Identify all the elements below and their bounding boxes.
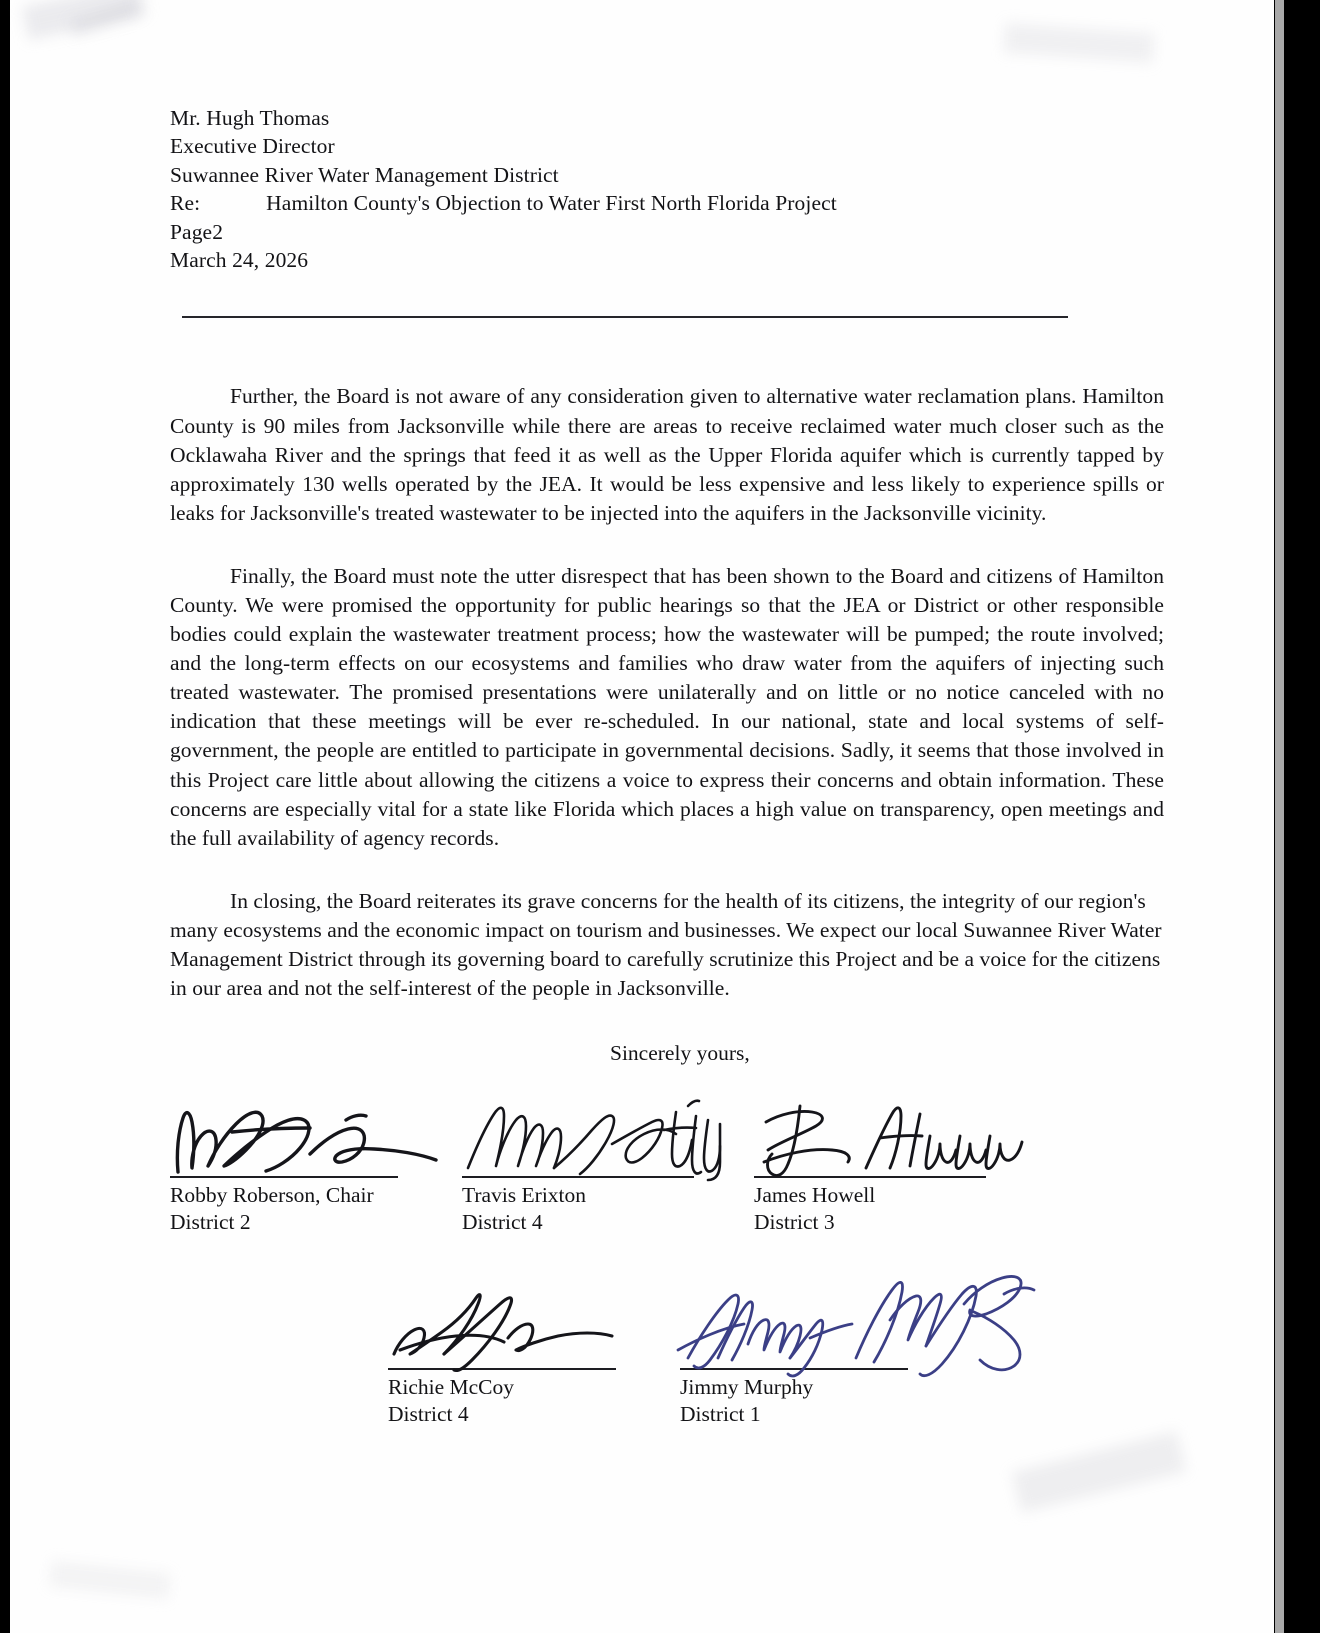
scan-artifact [1011,1431,1186,1513]
signatory-name: James Howell [754,1183,876,1208]
signature-line [754,1176,986,1178]
paragraph-text: Further, the Board is not aware of any consideration given to alternative water reclamation plans. Hamilton County is 90 miles from Jacksonville while there are areas to receive reclaimed water much closer such as the Ocklawaha River and the springs that feed it as well as the Upper Florida aquifer which is currently tapped by approximately 130 wells operated by the JEA. It would be less expensive and less likely to experience spills or leaks for Jacksonville's treated wastewater to be injected into the aquifers in the Jacksonville vicinity. [170,384,1164,525]
scan-artifact [49,1561,171,1599]
scanner-bezel-right [1284,0,1320,1633]
paragraph-further [170,382,1164,527]
handwritten-signature-glyph [754,1092,1074,1176]
paragraph-text: Finally, the Board must note the utter disrespect that has been shown to the Board and citizens of Hamilton County. We were promised the opportunity for public hearings so that the JEA or District or other responsible bodies could explain the wastewater treatment process; how the wastewater will be pumped; the route involved; and the long-term effects on our ecosystems and families who draw water from the aquifers of injecting such treated wastewater. The promised presentations were unilaterally and on little or no notice canceled with no indication that these meetings will be ever re-scheduled. In our national, state and local systems of self-government, the people are entitled to participate in governmental decisions. Sadly, it seems that those involved in this Project care little about allowing the citizens a voice to express their concerns and obtain information. These concerns are especially vital for a state like Florida which places a high value on transparency, open meetings and the full availability of agency records. [170,563,1164,850]
handwritten-signature-glyph [674,1260,1074,1380]
closing-salutation: Sincerely yours, [610,1041,750,1066]
signatory-name: Jimmy Murphy [680,1375,814,1400]
signature-block-mccoy [388,1284,680,1428]
signatory-district: District 1 [680,1402,761,1427]
letter-page [10,0,1274,1633]
signature-row-bottom [170,1284,1164,1428]
scan-artifact [69,0,141,36]
paragraph-text: In closing, the Board reiterates its grave concerns for the health of its citizens, the integrity of our region's many ecosystems and the economic impact on tourism and businesses. We expect our local Suwannee River Water Management District through its governing board to carefully scrutinize this Project and be a voice for the citizens in our area and not the self-interest of the people in Jacksonville. [170,888,1162,1001]
letter-date: March 24, 2026 [170,248,309,273]
handwritten-signature-glyph [170,1092,470,1176]
page-number-label: Page2 [170,219,224,244]
signature-line [462,1176,694,1178]
handwritten-signature-glyph [388,1284,688,1368]
signatory-name: Richie McCoy [388,1375,514,1400]
handwritten-signature-glyph [462,1092,762,1176]
signature-block-erixton [462,1092,754,1236]
recipient-title: Executive Director [170,134,335,159]
signatory-district: District 3 [754,1210,835,1235]
scanner-bezel-left [0,0,10,1633]
recipient-name: Mr. Hugh Thomas [170,106,330,130]
signatory-district: District 2 [170,1210,251,1235]
scanner-bezel-gray [1275,0,1284,1633]
signatory-name: Robby Roberson, Chair [170,1183,374,1208]
signature-ink-murphy [680,1284,972,1368]
paragraph-finally [170,562,1164,853]
signature-ink-mccoy [388,1284,680,1368]
signatory-district: District 4 [462,1210,543,1235]
scan-artifact [22,0,146,40]
signature-row-top [170,1092,1164,1236]
recipient-organization: Suwannee River Water Management District [170,162,559,187]
letter-body [170,0,1164,1428]
paragraph-in-closing [170,887,1164,1003]
signature-ink-roberson [170,1092,462,1176]
signature-block-howell [754,1092,1054,1236]
re-label: Re: [170,191,201,216]
signature-ink-erixton [462,1092,754,1176]
signature-block-murphy [680,1284,972,1428]
re-line [170,189,1164,217]
signatory-district: District 4 [388,1402,469,1427]
signature-ink-howell [754,1092,1054,1176]
signatory-name: Travis Erixton [462,1183,587,1208]
signature-line [388,1368,616,1370]
letter-header [170,104,1164,274]
header-divider-rule [182,316,1068,318]
signature-line [170,1176,398,1178]
signature-block-roberson [170,1092,462,1236]
re-subject: Hamilton County's Objection to Water First North Florida Project [266,191,837,216]
